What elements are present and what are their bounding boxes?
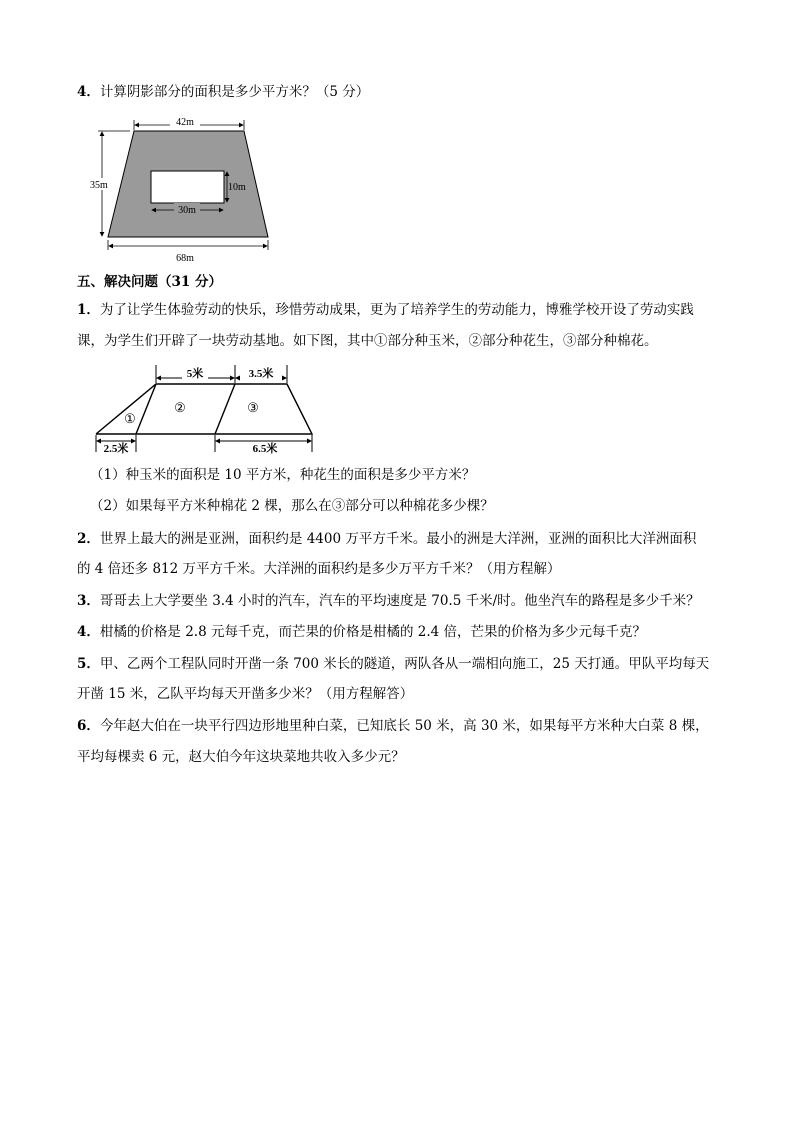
p1-text1: 为了让学生体验劳动的快乐，珍惜劳动成果，更为了培养学生的劳动能力，博雅学校开设了劳动实践: [99, 302, 694, 318]
label-top-right: 3.5米: [248, 368, 274, 380]
label-bottom: 68m: [176, 253, 194, 264]
region-1-label: ①: [124, 411, 136, 426]
label-rect-height: 10m: [228, 182, 246, 193]
p5-line2: 开凿 15 米，乙队平均每天开凿多少米？（用方程解答）: [77, 686, 414, 702]
p4-text1: 柑橘的价格是 2.8 元每千克，而芒果的价格是柑橘的 2.4 倍，芒果的价格为多少元每千克？: [99, 624, 647, 640]
region-2-label: ②: [174, 400, 186, 415]
label-bottom-right: 6.5米: [252, 443, 278, 455]
p1-number: 1．: [77, 302, 100, 318]
p2-line2: 的 4 倍还多 812 万平方千米。大洋洲的面积约是多少万平方千米？（用方程解）: [77, 561, 561, 577]
unshaded-rectangle: [151, 171, 224, 203]
q4-number: 4．: [77, 84, 100, 100]
label-height: 35m: [90, 180, 108, 191]
p4-number: 4．: [77, 624, 100, 640]
label-top-left: 5米: [186, 368, 204, 380]
p2-text1: 世界上最大的洲是亚洲，面积约是 4400 万平方千米。最小的洲是大洋洲，亚洲的面积比大洋洲面积: [99, 531, 697, 547]
land-outline: [96, 384, 312, 434]
p1-sub1: （1）种玉米的面积是 10 平方米，种花生的面积是多少平方米？: [90, 467, 476, 483]
p5-line1: [77, 654, 754, 674]
p1-line1: [77, 300, 754, 320]
p2-line1: [77, 529, 754, 549]
p5-number: 5．: [77, 656, 100, 672]
p6-text1: 今年赵大伯在一块平行四边形地里种白菜，已知底长 50 米，高 30 米，如果每平方米种大白菜 8 棵，: [99, 718, 709, 734]
p6-number: 6．: [77, 718, 100, 734]
p5-text1: 甲、乙两个工程队同时开凿一条 700 米长的隧道，两队各从一端相向施工，25 天打通。甲队平均每天: [99, 656, 710, 672]
region-3-label: ③: [247, 400, 259, 415]
q4-text: 计算阴影部分的面积是多少平方米？（5 分）: [99, 84, 370, 100]
trapezoid-figure: [90, 110, 290, 270]
label-bottom-left: 2.5米: [103, 443, 129, 455]
p2-number: 2．: [77, 531, 100, 547]
p1-line2: 课，为学生们开辟了一块劳动基地。如下图，其中①部分种玉米，②部分种花生，③部分种棉花。: [77, 333, 658, 349]
label-top: 42m: [176, 117, 194, 128]
p6-line1: [77, 716, 754, 736]
p3-text1: 哥哥去上大学要坐 3.4 小时的汽车，汽车的平均速度是 70.5 千米/时。他坐汽车的路程是多少千米？: [99, 593, 700, 609]
p3-number: 3．: [77, 593, 100, 609]
section-heading: 五、解决问题（31 分）: [77, 274, 222, 290]
q4-prompt: [77, 82, 754, 102]
p4-line1: [77, 622, 754, 642]
label-rect-width: 30m: [178, 205, 196, 216]
p3-line1: [77, 591, 754, 611]
p6-line2: 平均每棵卖 6 元，赵大伯今年这块菜地共收入多少元？: [77, 749, 405, 765]
land-figure: [90, 362, 330, 462]
p1-sub2: （2）如果每平方米种棉花 2 棵，那么在③部分可以种棉花多少棵？: [90, 498, 494, 514]
